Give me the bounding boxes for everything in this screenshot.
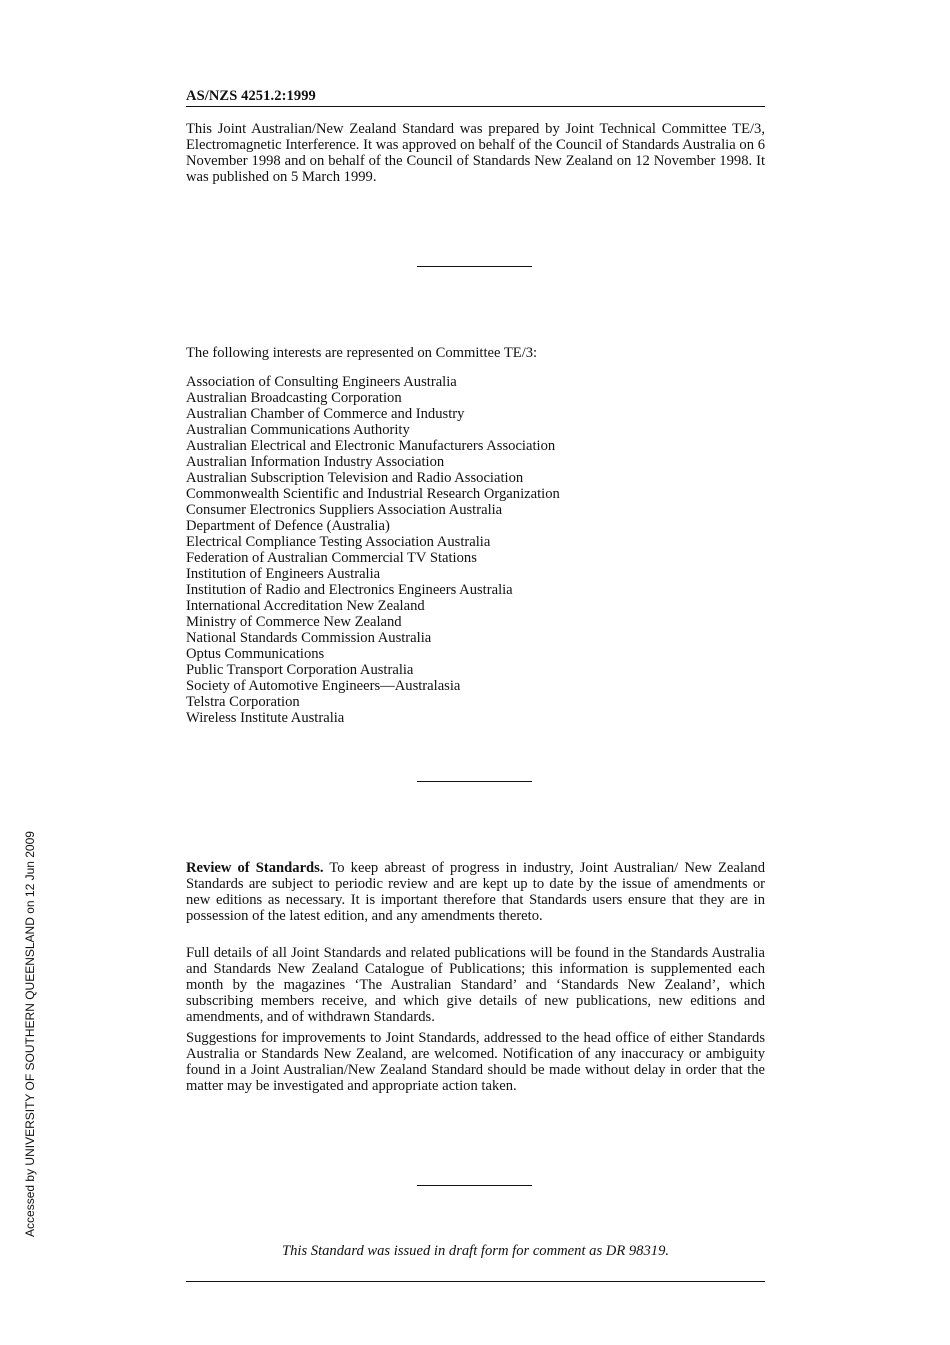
list-item: Association of Consulting Engineers Australia — [186, 374, 457, 390]
list-item: Institution of Engineers Australia — [186, 566, 381, 582]
list-item: Australian Information Industry Association — [186, 454, 445, 470]
document-code: AS/NZS 4251.2:1999 — [186, 88, 316, 104]
list-item: Australian Communications Authority — [186, 422, 410, 438]
list-item: Optus Communications — [186, 646, 325, 662]
list-item: Consumer Electronics Suppliers Association Australia — [186, 502, 503, 518]
list-item: Electrical Compliance Testing Association Australia — [186, 534, 491, 550]
list-item: Ministry of Commerce New Zealand — [186, 614, 402, 630]
list-item: Institution of Radio and Electronics Engineers Australia — [186, 582, 513, 598]
list-item: Australian Broadcasting Corporation — [186, 390, 402, 406]
suggestions-paragraph: Suggestions for improvements to Joint Standards, addressed to the head office of either Standards Australia or Standards New Zealand, are welcomed. Notification of any inaccuracy or ambiguity found in a Joint Australian/New Zealand Standard should be made without delay in order that the matter may be investigated and appropriate action taken. — [186, 1030, 765, 1094]
list-item: Society of Automotive Engineers—Australasia — [186, 678, 461, 694]
review-paragraph — [186, 860, 765, 924]
list-item: Commonwealth Scientific and Industrial Research Organization — [186, 486, 560, 502]
catalogue-paragraph: Full details of all Joint Standards and related publications will be found in the Standards Australia and Standards New Zealand Catalogue of Publications; this information is supplemented each month by the magazines ‘The Australian Standard’ and ‘Standards New Zealand’, which subscribing members receive, and which give details of new publications, new editions and amendments, and of withdrawn Standards. — [186, 945, 765, 1025]
list-item: Wireless Institute Australia — [186, 710, 345, 726]
list-item: Department of Defence (Australia) — [186, 518, 390, 534]
list-item: National Standards Commission Australia — [186, 630, 432, 646]
list-item: Australian Subscription Television and Radio Association — [186, 470, 524, 486]
review-paragraph-text: To keep abreast of progress in industry, Joint Australian/ New Zealand Standards are subject to periodic review and are kept up to date by the issue of amendments or new editions as necessary. It is important therefore that Standards users ensure that they are in possession of the latest edition, and any amendments thereto. — [186, 860, 766, 924]
header-rule — [186, 106, 765, 107]
list-item: Federation of Australian Commercial TV Stations — [186, 550, 477, 566]
list-item: Australian Electrical and Electronic Manufacturers Association — [186, 438, 556, 454]
intro-paragraph: This Joint Australian/New Zealand Standard was prepared by Joint Technical Committee TE/3, Electromagnetic Interference. It was approved on behalf of the Council of Standards Australia on 6 November 1998 and on behalf of the Council of Standards New Zealand on 12 November 1998. It was published on 5 March 1999. — [186, 121, 765, 185]
access-stamp: Accessed by UNIVERSITY OF SOUTHERN QUEENSLAND on 12 Jun 2009 — [23, 831, 37, 1237]
section-divider — [417, 266, 532, 267]
list-item: Telstra Corporation — [186, 694, 300, 710]
review-title: Review of Standards. — [186, 860, 324, 876]
footer-rule — [186, 1281, 765, 1282]
list-item: Australian Chamber of Commerce and Industry — [186, 406, 465, 422]
list-item: International Accreditation New Zealand — [186, 598, 425, 614]
section-divider — [417, 781, 532, 782]
draft-note: This Standard was issued in draft form for comment as DR 98319. — [281, 1243, 670, 1259]
committee-member-list — [186, 374, 560, 726]
list-item: Public Transport Corporation Australia — [186, 662, 414, 678]
section-divider — [417, 1185, 532, 1186]
committee-intro: The following interests are represented on Committee TE/3: — [186, 345, 538, 361]
